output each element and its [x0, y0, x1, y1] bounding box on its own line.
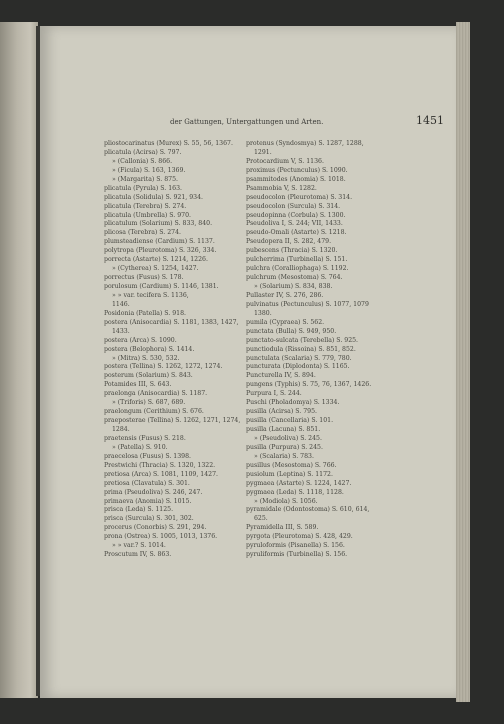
index-entry: porrecta (Astarte) S. 1214, 1226.	[104, 256, 208, 264]
index-entry: punctato-sulcata (Terebella) S. 925.	[246, 336, 359, 344]
index-entry: porulosum (Cardium) S. 1146, 1381.	[104, 283, 219, 290]
index-entry: punctata (Bulla) S. 949, 950.	[246, 327, 337, 335]
page-edges	[456, 22, 470, 702]
index-entry: praetensis (Fusus) S. 218.	[104, 434, 186, 442]
index-entry: plicosa (Terebra) S. 274.	[104, 229, 181, 237]
index-entry: proximus (Pectunculus) S. 1090.	[246, 166, 348, 174]
index-entry: pseudocolon (Pleurotoma) S. 314.	[246, 193, 353, 201]
index-entry: Purpura I, S. 244.	[246, 390, 302, 398]
index-entry: 1284.	[112, 426, 130, 433]
index-entry: Posidonia (Patella) S. 918.	[104, 309, 186, 317]
index-entry: » (Ficula) S. 163, 1369.	[112, 166, 186, 174]
index-entry: pseudo-Omali (Astarte) S. 1218.	[246, 229, 347, 237]
index-entry: pusilla (Acirsa) S. 795.	[246, 408, 317, 416]
index-entry: pusiolum (Leptina) S. 1172.	[246, 470, 333, 478]
index-entry: pyruloformis (Pisanella) S. 156.	[246, 542, 345, 550]
index-entry: pygmaea (Leda) S. 1118, 1128.	[246, 488, 344, 496]
index-entry: » (Cytherea) S. 1254, 1427.	[112, 265, 199, 273]
index-entry: » (Triforis) S. 687, 689.	[112, 399, 186, 407]
index-entry: postera (Belophora) S. 1414.	[104, 345, 195, 353]
index-entry: prisca (Leda) S. 1125.	[104, 506, 174, 514]
index-entry: pungens (Typhis) S. 75, 76, 1367, 1426.	[246, 381, 372, 389]
index-entry: pulchra (Coralliophaga) S. 1192.	[246, 265, 349, 273]
index-entry: pyruliformis (Turbinella) S. 156.	[246, 551, 348, 559]
index-entry: pusillus (Mesostoma) S. 766.	[246, 461, 337, 469]
index-entry: plicatulum (Solarium) S. 833, 840.	[104, 220, 213, 228]
index-entry: punctulata (Scalaria) S. 779, 780.	[246, 354, 352, 362]
index-column-right	[246, 140, 374, 560]
index-entry: plicatula (Terebra) S. 274.	[104, 202, 187, 210]
index-entry: plicatula (Acirsa) S. 797.	[104, 148, 182, 156]
index-entry: Prestwichi (Thracia) S. 1320, 1322.	[104, 461, 216, 469]
index-entry: pseudopinna (Corbula) S. 1300.	[246, 211, 346, 219]
index-entry: Pullaster IV, S. 276, 286.	[246, 291, 324, 299]
index-entry: pusilla (Lacuna) S. 851.	[246, 426, 321, 433]
index-entry: puncturata (Diplodonta) S. 1165.	[246, 363, 350, 371]
index-entry: » (Modiola) S. 1056.	[254, 497, 318, 505]
index-entry: praelonga (Anisocardia) S. 1187.	[104, 390, 208, 398]
index-entry: plumsteadiense (Cardium) S. 1137.	[104, 238, 215, 246]
index-entry: Puschi (Pholadomya) S. 1334.	[246, 399, 340, 407]
index-entry: pulcherrima (Turbinella) S. 151.	[246, 256, 348, 264]
index-entry: Psammobia V, S. 1282.	[246, 184, 317, 192]
index-entry: procerus (Conorbis) S. 291, 294.	[104, 524, 207, 532]
index-entry: praecelosa (Fusus) S. 1398.	[104, 452, 192, 460]
index-entry: » (Scalaria) S. 783.	[254, 452, 314, 460]
index-entry: » » var.? S. 1014.	[112, 542, 166, 550]
index-entry: Pseudopera II, S. 282, 479.	[246, 238, 332, 246]
index-entry: pretiosa (Clavatula) S. 301.	[104, 479, 190, 487]
index-entry: » (Margarita) S. 875.	[112, 175, 179, 183]
index-entry: Pyramidella III, S. 589.	[246, 524, 319, 532]
index-entry: pretiosa (Arca) S. 1081, 1109, 1427.	[104, 470, 219, 478]
index-entry: primaeva (Anomia) S. 1015.	[104, 497, 192, 505]
index-entry: pygmaea (Astarte) S. 1224, 1427.	[246, 479, 352, 487]
index-entry: 1146.	[112, 300, 130, 308]
running-title: der Gattungen, Untergattungen und Arten.	[170, 118, 324, 126]
index-entry: praeposterae (Tellina) S. 1262, 1271, 1274,	[104, 417, 241, 425]
index-entry: Proscutum IV, S. 863.	[104, 551, 172, 559]
index-entry: 1433.	[112, 327, 130, 335]
index-entry: posterum (Solarium) S. 843.	[104, 372, 193, 380]
index-entry: 1380.	[254, 309, 272, 317]
index-entry: pseudocolon (Surcula) S. 314.	[246, 202, 341, 210]
index-entry: plicatula (Umbrella) S. 970.	[104, 211, 192, 219]
index-entry: » » var. tecifera S. 1136,	[112, 291, 189, 299]
index-entry: prima (Pseudoliva) S. 246, 247.	[104, 488, 203, 496]
index-entry: plicatula (Solidula) S. 921, 934.	[104, 193, 203, 201]
index-entry: prisca (Surcula) S. 301, 302.	[104, 515, 194, 523]
index-entry: pyramidale (Odontostoma) S. 610, 614,	[246, 506, 370, 514]
index-entry: Pseudoliva I, S. 244; VII, 1433.	[246, 220, 343, 228]
index-column-left	[104, 140, 244, 560]
index-entry: » (Pseudoliva) S. 245.	[254, 434, 322, 442]
index-entry: pusilla (Purpura) S. 245.	[246, 443, 323, 451]
page-header	[170, 114, 450, 130]
index-entry: punctiodula (Rissoina) S. 851, 852.	[246, 345, 356, 353]
index-entry: pliostocarinatus (Murex) S. 55, 56, 1367.	[104, 140, 233, 147]
index-entry: postera (Anisocardia) S. 1181, 1383, 1427,	[104, 318, 239, 326]
index-entry: protenus (Syndosmya) S. 1287, 1288,	[246, 140, 364, 147]
index-entry: prona (Ostrea) S. 1005, 1013, 1376.	[104, 533, 218, 541]
index-entry: pumila (Cypraea) S. 562.	[246, 318, 325, 326]
index-entry: polytropa (Pleurotoma) S. 326, 334.	[104, 247, 217, 255]
index-entry: pusilla (Cancellaria) S. 101.	[246, 417, 334, 425]
left-page-edge	[0, 22, 38, 698]
index-entry: 625.	[254, 515, 268, 523]
page-number: 1451	[416, 114, 444, 127]
index-entry: pulchrum (Mesostoma) S. 764.	[246, 274, 343, 282]
index-entry: psammitodes (Anomia) S. 1018.	[246, 175, 346, 183]
index-entry: postera (Arca) S. 1090.	[104, 336, 177, 344]
index-entry: 1291.	[254, 148, 272, 156]
index-entry: Puncturella IV, S. 894.	[246, 372, 316, 380]
index-entry: pulvinatus (Pectunculus) S. 1077, 1079	[246, 300, 369, 308]
index-entry: postera (Tellina) S. 1262, 1272, 1274.	[104, 363, 223, 371]
index-entry: plicatula (Pyrula) S. 163.	[104, 184, 182, 192]
index-entry: porrectus (Fusus) S. 178.	[104, 274, 184, 282]
index-entry: » (Mitra) S. 530, 532.	[112, 354, 180, 362]
index-entry: pyrgota (Pleurotoma) S. 428, 429.	[246, 533, 353, 541]
index-entry: » (Solarium) S. 834, 838.	[254, 283, 333, 290]
index-entry: Potamides III, S. 643.	[104, 381, 172, 389]
index-entry: » (Callonia) S. 866.	[112, 157, 173, 165]
index-entry: Protocardium V, S. 1136.	[246, 157, 324, 165]
index-entry: praelongum (Cerithium) S. 676.	[104, 408, 204, 416]
index-entry: » (Patella) S. 910.	[112, 443, 168, 451]
index-entry: pubescens (Thracia) S. 1320.	[246, 247, 338, 255]
